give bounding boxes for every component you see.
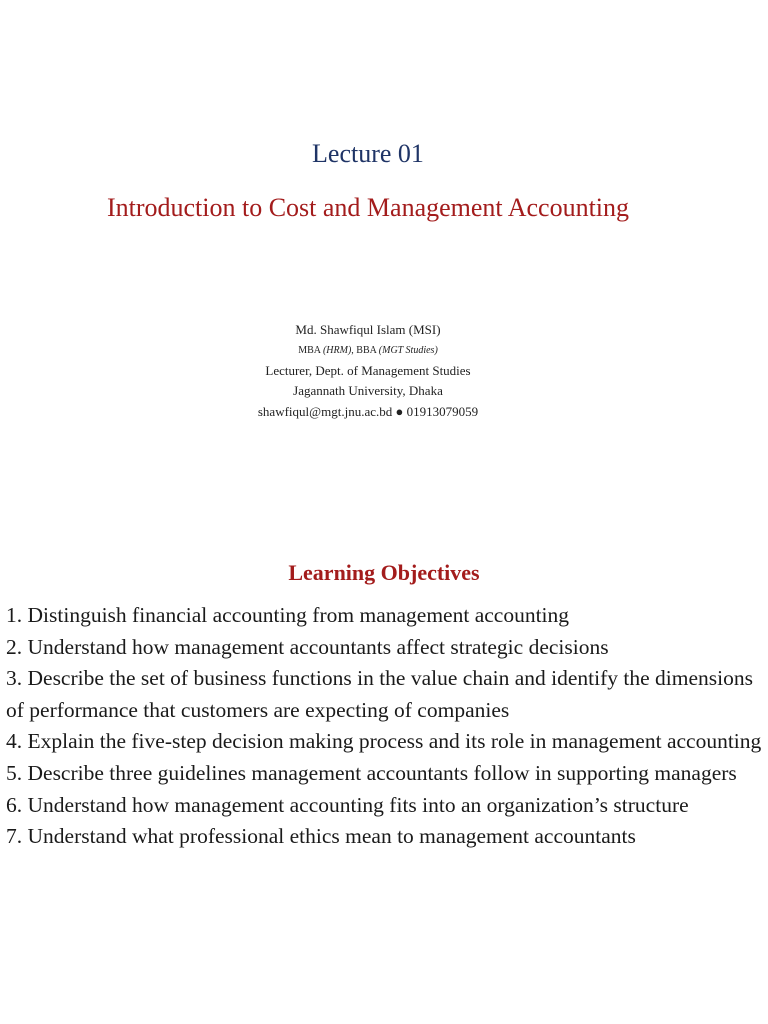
objective-item: 4. Explain the five-step decision making process and its role in management accounting <box>6 729 762 754</box>
author-contact: shawfiqul@mgt.jnu.ac.bd ● 01913079059 <box>257 403 479 419</box>
lecture-number: Lecture 01 <box>312 139 424 168</box>
author-position: Lecturer, Dept. of Management Studies <box>265 362 471 378</box>
objective-item: 3. Describe the set of business functions in the value chain and identify the dimensions of performance that customers are expecting of companies <box>6 666 753 722</box>
degree-mba: MBA <box>298 344 323 356</box>
lecture-title: Introduction to Cost and Management Accounting <box>106 193 630 222</box>
degree-mba-field: (HRM) <box>322 344 352 356</box>
degree-bba-field: (MGT Studies) <box>378 344 438 356</box>
author-degrees <box>0 341 736 361</box>
author-institution: Jagannath University, Dhaka <box>293 383 443 398</box>
objective-item: 7. Understand what professional ethics mean to management accountants <box>6 824 636 849</box>
objectives-list <box>6 600 766 853</box>
objective-item: 1. Distinguish financial accounting from management accounting <box>6 603 570 627</box>
author-name: Md. Shawfiqul Islam (MSI) <box>295 322 441 337</box>
objective-item: 6. Understand how management accounting fits into an organization’s structure <box>6 792 689 817</box>
objective-item: 5. Describe three guidelines management accountants follow in supporting managers <box>6 760 737 785</box>
objective-item: 2. Understand how management accountants affect strategic decisions <box>6 634 609 659</box>
author-block <box>0 320 736 422</box>
objectives-heading: Learning Objectives <box>288 560 480 585</box>
degree-separator: , BBA <box>351 344 379 356</box>
